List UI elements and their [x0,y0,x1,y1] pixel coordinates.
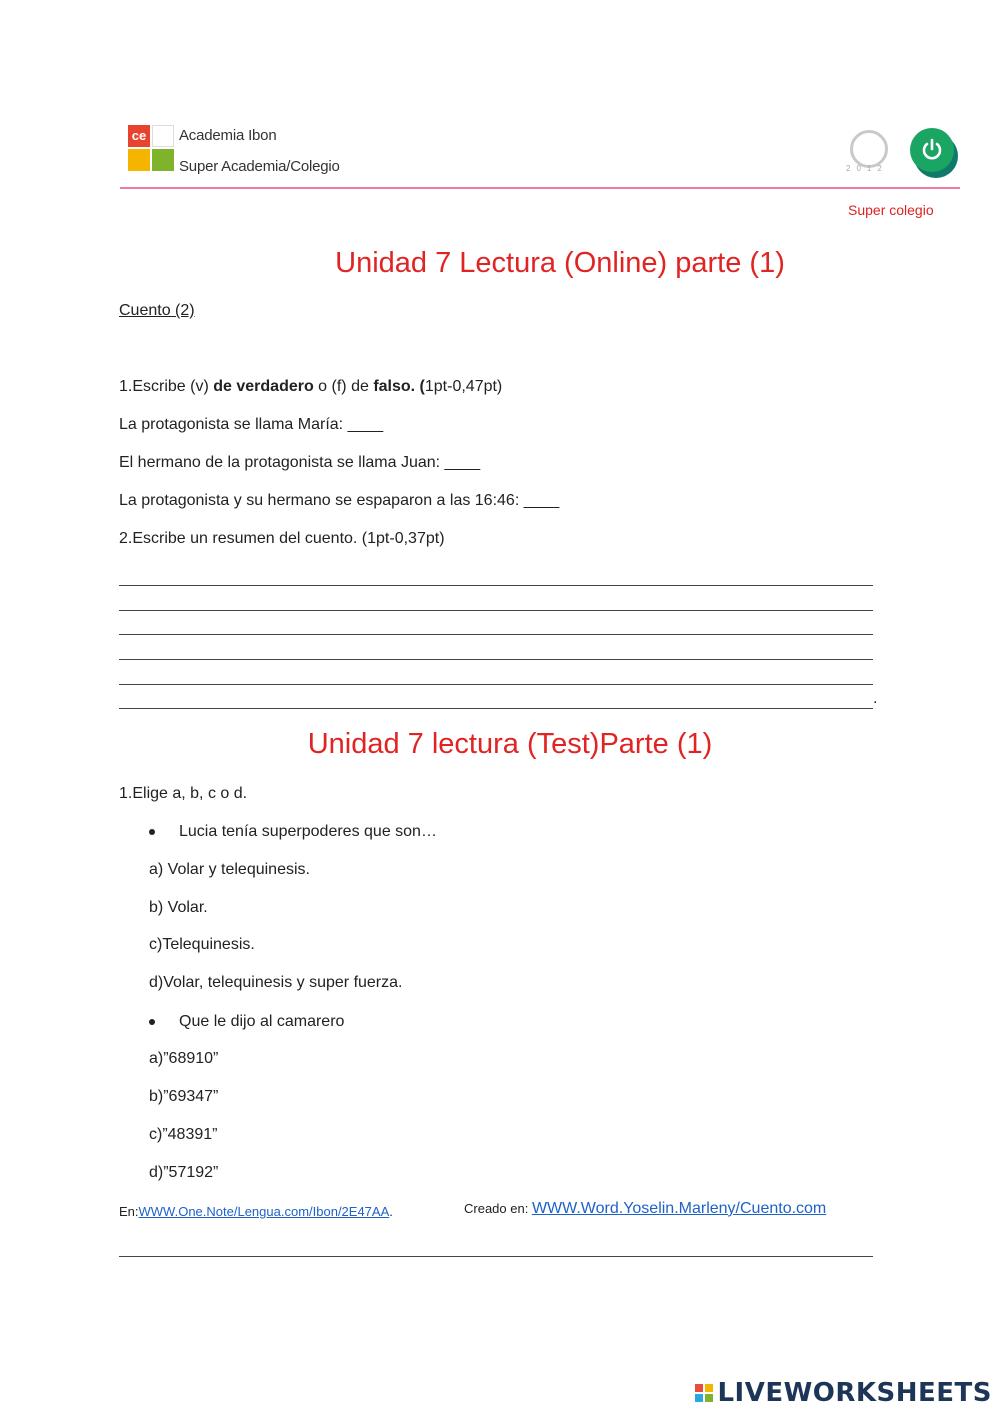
answer-line[interactable] [119,610,873,611]
summary-end-mark: . [873,690,878,707]
option-a[interactable]: a) Volar y telequinesis. [149,861,310,878]
story-link[interactable]: Cuento (2) [119,302,195,319]
section1-title: Unidad 7 Lectura (Online) parte (1) [335,247,785,279]
brand-subtitle: Super Academia/Colegio [179,158,340,175]
power-icon [910,128,954,172]
question1-instruction: 1.Escribe (v) de verdadero o (f) de falso. (1pt-0,47pt) [119,378,503,395]
answer-line[interactable] [119,684,873,685]
test-instruction: 1.Elige a, b, c o d. [119,785,248,802]
section2-title: Unidad 7 lectura (Test)Parte (1) [307,728,713,760]
option-d[interactable]: d)”57192” [149,1164,219,1181]
footer-divider [119,1256,873,1257]
answer-line[interactable] [119,708,873,709]
logo-text: ce [128,125,150,147]
option-b[interactable]: b)”69347” [149,1088,219,1105]
question2-instruction: 2.Escribe un resumen del cuento. (1pt-0,37pt) [119,530,445,547]
source-link[interactable]: WWW.One.Note/Lengua.com/Ibon/2E47AA [138,1204,390,1219]
question-text: Lucia tenía superpoderes que son… [179,823,437,840]
created-line: Creado en: WWW.Word.Yoselin.Marleny/Cuento.com [464,1200,827,1217]
option-c[interactable]: c)Telequinesis. [149,936,255,953]
answer-line[interactable] [119,659,873,660]
statement-3: La protagonista y su hermano se espaparon a las 16:46: ____ [119,492,560,509]
school-logo [128,125,174,171]
bullet-icon [149,829,155,835]
option-d[interactable]: d)Volar, telequinesis y super fuerza. [149,974,403,991]
option-b[interactable]: b) Volar. [149,899,208,916]
liveworksheets-text: LIVEWORKSHEETS [717,1378,992,1408]
source-line: En:WWW.One.Note/Lengua.com/Ibon/2E47AA. [119,1204,393,1219]
brand-name: Academia Ibon [179,127,277,144]
created-link[interactable]: WWW.Word.Yoselin.Marleny/Cuento.com [531,1200,827,1217]
statement-1: La protagonista se llama María: ____ [119,416,384,433]
option-c[interactable]: c)”48391” [149,1126,218,1143]
statement-2: El hermano de la protagonista se llama Juan: ____ [119,454,481,471]
question-text: Que le dijo al camarero [179,1013,345,1030]
bullet-icon [149,1019,155,1025]
answer-line[interactable] [119,585,873,586]
liveworksheets-logo [695,1378,992,1408]
option-a[interactable]: a)”68910” [149,1050,219,1067]
answer-line[interactable] [119,634,873,635]
header-sub-label: Super colegio [848,202,934,218]
liveworksheets-icon [695,1384,713,1402]
header-divider [120,187,960,189]
question-item [150,823,437,841]
question-item [150,1013,344,1031]
quality-logo-year: 2012 [846,164,888,173]
quality-logo-icon [850,130,888,168]
